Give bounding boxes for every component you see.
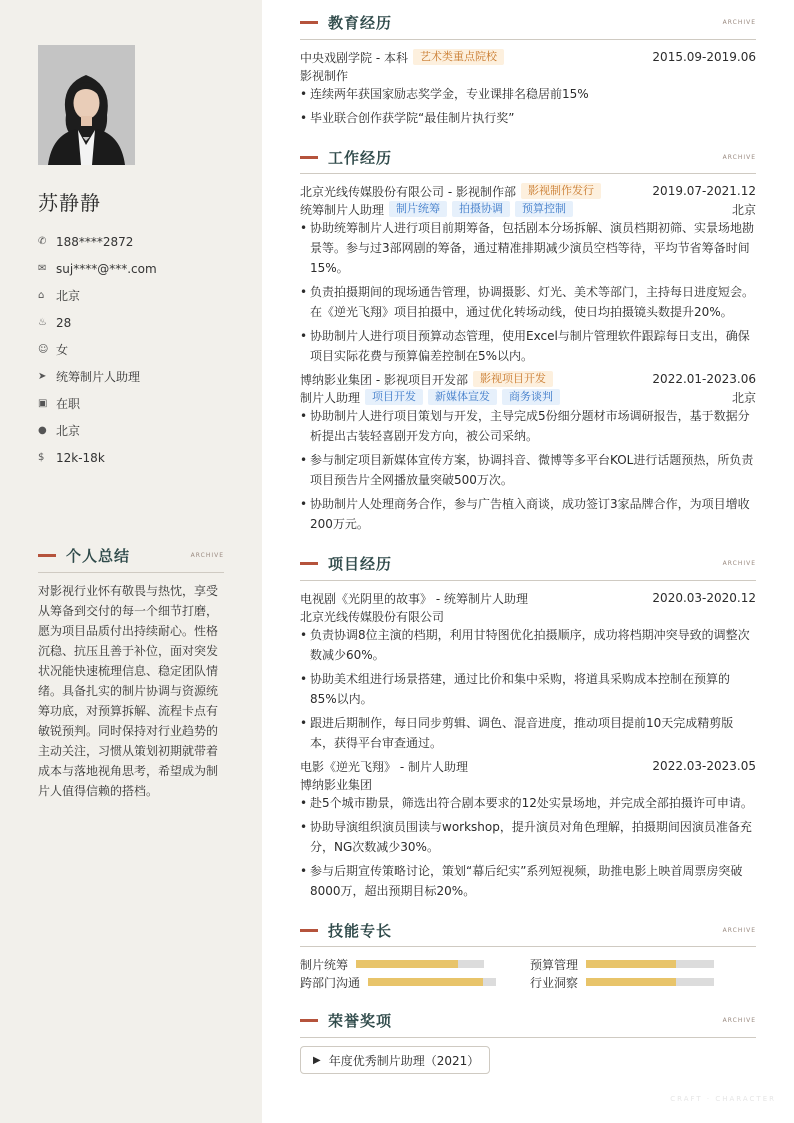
school-badge: 艺术类重点院校 [413, 49, 504, 65]
work-bullet: • 协助统筹制片人进行项目前期筹备，包括剧本分场拆解、演员档期初筛、实景场地勘景等。参与过3部网剧的筹备，通过精准排期减少演员空档等待，平均节省筹备时间15%。 [300, 218, 756, 278]
avatar-photo [38, 45, 135, 165]
education-title: 教育经历 [328, 13, 393, 32]
contact-item [38, 390, 238, 417]
contact-item [38, 363, 238, 390]
project-bullet: • 协助导演组织演员围读与workshop，提升演员对角色理解，拍摄期间因演员准备充分，NG次数减少30%。 [300, 817, 756, 857]
project-bullet: • 协助美术组进行场景搭建，通过比价和集中采购，将道具采购成本控制在预算的85%以内。 [300, 669, 756, 709]
skill-tag: 预算控制 [515, 201, 573, 217]
honor-label: 年度优秀制片助理（2021） [328, 1053, 480, 1068]
mail-icon: ✉ [38, 263, 47, 274]
skill-name: 预算管理 [530, 957, 579, 972]
cake-icon: ♨ [38, 317, 47, 328]
education-section-header [300, 11, 756, 33]
contact-item [38, 255, 238, 282]
project-date: 2022.03-2023.05 [652, 759, 756, 773]
work-role: 统筹制片人助理 [300, 202, 385, 217]
project-bullet: • 参与后期宣传策略讨论，策划“幕后纪实”系列短视频，助推电影上映首周票房突破8000万，超出预期目标20%。 [300, 861, 756, 901]
section-accent-bar [300, 1019, 318, 1022]
phone-icon: ✆ [38, 236, 47, 247]
watermark: CRAFT · CHARACTER [670, 1095, 776, 1103]
divider [300, 946, 756, 947]
project-org: 博纳影业集团 [300, 777, 373, 792]
project-date: 2020.03-2020.12 [652, 591, 756, 605]
contact-text: suj****@***.com [56, 261, 157, 276]
projects-title: 项目经历 [328, 554, 393, 573]
education-bullet: • 毕业联合创作获学院“最佳制片执行奖” [300, 108, 756, 128]
work-date: 2022.01-2023.06 [652, 372, 756, 386]
contact-text: 统筹制片人助理 [56, 370, 141, 384]
work-bullet: • 协助制片人处理商务合作，参与广告植入商谈，成功签订3家品牌合作，为项目增收200万元。 [300, 494, 756, 534]
skill-bar-fill [368, 978, 483, 986]
skill-bar-fill [356, 960, 458, 968]
salary-icon: $ [38, 452, 45, 463]
work-title: 工作经历 [328, 148, 393, 167]
honors-section-header [300, 1009, 756, 1031]
honors-tag: ARCHIVE [722, 1016, 756, 1024]
education-tag: ARCHIVE [722, 18, 756, 26]
divider [300, 580, 756, 581]
main-content [262, 0, 794, 1123]
section-accent-bar [38, 554, 56, 557]
location-icon: ● [38, 425, 47, 436]
work-section-header [300, 146, 756, 168]
smile-icon: ☺ [38, 344, 49, 355]
sidebar [0, 0, 262, 1123]
contact-item [38, 336, 238, 363]
company-name: 博纳影业集团 - 影视项目开发部 [300, 372, 468, 387]
caret-right-icon: ▶ [313, 1054, 321, 1066]
education-entry-header [300, 48, 756, 66]
send-icon: ➤ [38, 371, 47, 382]
company-name: 北京光线传媒股份有限公司 - 影视制作部 [300, 184, 516, 199]
skill-bar [356, 960, 484, 968]
projects-tag: ARCHIVE [722, 559, 756, 567]
skills-tag: ARCHIVE [722, 926, 756, 934]
divider [300, 1037, 756, 1038]
skill-bar-fill [586, 960, 676, 968]
summary-tag: ARCHIVE [190, 551, 224, 559]
work-city: 北京 [731, 202, 756, 217]
skill-item [300, 955, 484, 973]
project-org-line [300, 607, 756, 625]
section-accent-bar [300, 562, 318, 565]
skill-tag: 新媒体宣发 [428, 389, 497, 405]
education-major: 影视制作 [300, 68, 349, 83]
skill-bar [586, 960, 714, 968]
work-entry-header [300, 370, 756, 388]
project-bullet: • 跟进后期制作，每日同步剪辑、调色、混音进度，推动项目提前10天完成精剪版本，获得平台审查通过。 [300, 713, 756, 753]
skill-tag: 制片统筹 [389, 201, 447, 217]
work-date: 2019.07-2021.12 [652, 184, 756, 198]
contact-text: 在职 [56, 397, 81, 411]
projects-section-header [300, 552, 756, 574]
contact-item [38, 282, 238, 309]
work-city: 北京 [731, 390, 756, 405]
contact-text: 北京 [56, 289, 81, 303]
education-major-line [300, 66, 756, 84]
skill-bar [586, 978, 714, 986]
project-org: 北京光线传媒股份有限公司 [300, 609, 445, 624]
work-role-line [300, 388, 756, 406]
summary-text: 对影视行业怀有敬畏与热忱，享受从筹备到交付的每一个细节打磨，愿为项目品质付出持续耐心。性格沉稳、抗压且善于补位，面对突发状况能快速梳理信息、稳定团队情绪。具备扎实的制片协调与资源统筹功底，对预算拆解、流程卡点有敏锐预判。同时保持对行业趋势的主动关注，习惯从策划初期就带着成本与落地视角思考，希望成为制片人值得信赖的搭档。 [38, 584, 219, 798]
work-bullet: • 协助制片人进行项目策划与开发，主导完成5份细分题材市场调研报告，基于数据分析提出古装轻喜剧开发方向，被公司采纳。 [300, 406, 756, 446]
work-role: 制片人助理 [300, 390, 361, 405]
section-accent-bar [300, 929, 318, 932]
summary-section-header [38, 544, 224, 566]
contact-text: 北京 [56, 424, 81, 438]
divider [38, 572, 224, 573]
work-bullet: • 负责拍摄期间的现场通告管理，协调摄影、灯光、美术等部门，主持每日进度短会。在《逆光飞翔》项目拍摄中，通过优化转场动线，使日均拍摄镜头数提升20%。 [300, 282, 756, 322]
section-accent-bar [300, 156, 318, 159]
education-date: 2015.09-2019.06 [652, 50, 756, 64]
honors-title: 荣誉奖项 [328, 1011, 393, 1030]
divider [300, 39, 756, 40]
work-tag: ARCHIVE [722, 153, 756, 161]
skill-name: 行业洞察 [530, 975, 579, 990]
project-name: 电视剧《光阴里的故事》 - 统筹制片人助理 [300, 591, 528, 606]
skill-tag: 项目开发 [365, 389, 423, 405]
project-bullet: • 赴5个城市勘景，筛选出符合剧本要求的12处实景场地，并完成全部拍摄许可申请。 [300, 793, 756, 813]
education-bullet: • 连续两年获国家励志奖学金，专业课排名稳居前15% [300, 84, 756, 104]
contact-text: 女 [56, 343, 69, 357]
candidate-name: 苏静静 [38, 191, 101, 215]
summary-title: 个人总结 [66, 546, 131, 565]
skill-bar-fill [586, 978, 676, 986]
project-entry-header [300, 757, 756, 775]
home-icon: ⌂ [38, 290, 45, 301]
school-name: 中央戏剧学院 - 本科 [300, 50, 408, 65]
work-bullet: • 参与制定项目新媒体宣传方案，协调抖音、微博等多平台KOL进行话题预热，所负责项目预告片全网播放量突破500万次。 [300, 450, 756, 490]
contact-item [38, 417, 238, 444]
skills-title: 技能专长 [328, 921, 393, 940]
work-role-line [300, 200, 756, 218]
contact-text: 12k-18k [56, 450, 105, 465]
skill-tag: 商务谈判 [502, 389, 560, 405]
contact-item [38, 228, 238, 255]
contact-item [38, 444, 238, 471]
skill-tag: 拍摄协调 [452, 201, 510, 217]
work-bullet: • 协助制片人进行项目预算动态管理，使用Excel与制片管理软件跟踪每日支出，确保项目实际花费与预算偏差控制在5%以内。 [300, 326, 756, 366]
project-entry-header [300, 589, 756, 607]
divider [300, 173, 756, 174]
briefcase-icon: ▣ [38, 398, 48, 409]
contact-text: 28 [56, 315, 72, 330]
skills-section-header [300, 919, 756, 941]
honor-item-toggle[interactable] [300, 1046, 490, 1074]
skill-item [530, 973, 714, 991]
company-badge: 影视制作发行 [521, 183, 601, 199]
section-accent-bar [300, 21, 318, 24]
work-entry-header [300, 182, 756, 200]
skill-name: 跨部门沟通 [300, 975, 361, 990]
skill-item [300, 973, 496, 991]
skill-name: 制片统筹 [300, 957, 349, 972]
project-name: 电影《逆光飞翔》 - 制片人助理 [300, 759, 468, 774]
project-bullet: • 负责协调8位主演的档期，利用甘特图优化拍摄顺序，成功将档期冲突导致的调整次数减少60%。 [300, 625, 756, 665]
skill-item [530, 955, 714, 973]
contact-text: 188****2872 [56, 234, 134, 249]
company-badge: 影视项目开发 [473, 371, 553, 387]
project-org-line [300, 775, 756, 793]
contact-item [38, 309, 238, 336]
contact-list [38, 228, 238, 471]
skill-bar [368, 978, 496, 986]
